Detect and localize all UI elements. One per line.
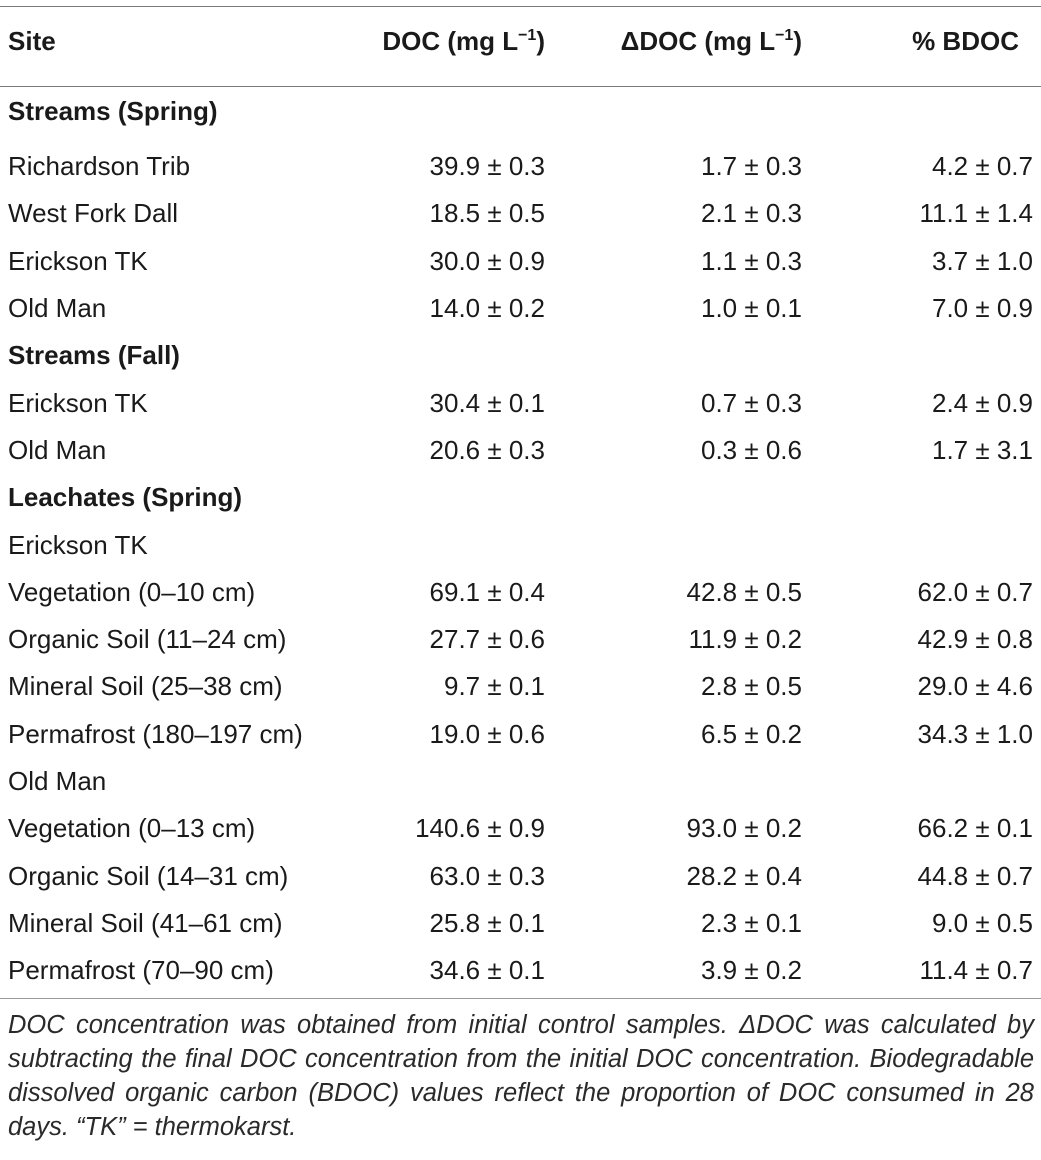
cell-doc: 14.0 ± 0.2 [429, 293, 545, 324]
cell-doc: 20.6 ± 0.3 [429, 434, 545, 465]
header-doc [360, 18, 545, 65]
cell-doc: 63.0 ± 0.3 [429, 860, 545, 891]
table-row [0, 711, 1041, 758]
subsection-row [0, 521, 1041, 568]
header-row [0, 18, 1041, 65]
cell-percent-bdoc [802, 758, 1041, 805]
cell-site: Vegetation (0–13 cm) [8, 813, 256, 844]
header-doc-close: ) [536, 26, 545, 56]
cell-site: Mineral Soil (41–61 cm) [8, 907, 283, 938]
cell-delta-doc [545, 521, 802, 568]
cell-doc [360, 65, 545, 143]
table-header [0, 18, 1041, 65]
header-delta-doc-close: ) [793, 26, 802, 56]
header-doc-text: DOC (mg L [382, 26, 519, 56]
cell-delta-doc [545, 474, 802, 521]
table-row [0, 569, 1041, 616]
cell-doc: 30.0 ± 0.9 [429, 245, 545, 276]
cell-delta-doc [545, 332, 802, 379]
cell-doc [360, 758, 545, 805]
header-site: Site [8, 26, 56, 56]
cell-percent-bdoc [802, 65, 1041, 143]
cell-delta-doc: 1.1 ± 0.3 [700, 245, 802, 276]
cell-percent-bdoc [802, 332, 1041, 379]
cell-delta-doc: 3.9 ± 0.2 [700, 955, 802, 986]
cell-percent-bdoc: 44.8 ± 0.7 [917, 860, 1033, 891]
cell-doc: 69.1 ± 0.4 [429, 576, 545, 607]
cell-site: Leachates (Spring) [8, 482, 243, 513]
table-row [0, 190, 1041, 237]
cell-site: Old Man [8, 434, 107, 465]
cell-doc: 30.4 ± 0.1 [429, 387, 545, 418]
table-row [0, 285, 1041, 332]
cell-site: Richardson Trib [8, 151, 191, 182]
cell-percent-bdoc: 7.0 ± 0.9 [931, 293, 1033, 324]
cell-percent-bdoc: 11.4 ± 0.7 [919, 955, 1033, 986]
cell-site: Vegetation (0–10 cm) [8, 576, 256, 607]
cell-doc: 140.6 ± 0.9 [415, 813, 545, 844]
cell-delta-doc: 2.8 ± 0.5 [700, 671, 802, 702]
cell-percent-bdoc: 66.2 ± 0.1 [917, 813, 1033, 844]
header-delta-doc-text: ΔDOC (mg L [620, 26, 776, 56]
cell-doc: 18.5 ± 0.5 [429, 198, 545, 229]
cell-site: Organic Soil (11–24 cm) [8, 624, 287, 655]
cell-doc: 25.8 ± 0.1 [429, 907, 545, 938]
cell-percent-bdoc: 62.0 ± 0.7 [917, 576, 1033, 607]
bdoc-table [0, 18, 1041, 994]
table-row [0, 663, 1041, 710]
table-row [0, 379, 1041, 426]
cell-site: Old Man [8, 293, 107, 324]
cell-doc: 19.0 ± 0.6 [429, 718, 545, 749]
cell-site: Erickson TK [8, 387, 148, 418]
cell-site: Streams (Spring) [8, 95, 218, 126]
cell-delta-doc: 6.5 ± 0.2 [700, 718, 802, 749]
cell-percent-bdoc [802, 521, 1041, 568]
table-row [0, 616, 1041, 663]
cell-percent-bdoc: 34.3 ± 1.0 [917, 718, 1033, 749]
table-body [0, 65, 1041, 994]
header-doc-sup: −1 [518, 27, 537, 44]
table-row [0, 852, 1041, 899]
bottom-rule [0, 998, 1041, 999]
cell-percent-bdoc: 2.4 ± 0.9 [931, 387, 1033, 418]
cell-doc: 27.7 ± 0.6 [429, 624, 545, 655]
cell-doc: 39.9 ± 0.3 [429, 151, 545, 182]
cell-site: Permafrost (70–90 cm) [8, 955, 274, 986]
cell-delta-doc: 2.1 ± 0.3 [700, 198, 802, 229]
cell-delta-doc: 93.0 ± 0.2 [686, 813, 802, 844]
table-row [0, 427, 1041, 474]
cell-site: Organic Soil (14–31 cm) [8, 860, 289, 891]
cell-delta-doc [545, 758, 802, 805]
cell-percent-bdoc [802, 474, 1041, 521]
cell-delta-doc: 0.3 ± 0.6 [700, 434, 802, 465]
cell-delta-doc [545, 65, 802, 143]
cell-delta-doc: 11.9 ± 0.2 [688, 624, 802, 655]
cell-percent-bdoc: 4.2 ± 0.7 [931, 151, 1033, 182]
header-delta-doc-sup: −1 [775, 27, 794, 44]
cell-site: Permafrost (180–197 cm) [8, 718, 303, 749]
cell-percent-bdoc: 29.0 ± 4.6 [917, 671, 1033, 702]
cell-percent-bdoc: 42.9 ± 0.8 [917, 624, 1033, 655]
top-rule [0, 6, 1041, 7]
cell-doc: 9.7 ± 0.1 [443, 671, 545, 702]
table-footnote: DOC concentration was obtained from initial control samples. ΔDOC was calculated by subtracting the final DOC concentration from the initial DOC concentration. Biodegradable dissolved organic carbon (BDOC) values reflect the proportion of DOC consumed in 28 days. “TK” = thermokarst. [8, 1011, 1034, 1141]
subsection-row [0, 758, 1041, 805]
table-row [0, 947, 1041, 994]
cell-doc [360, 474, 545, 521]
section-row [0, 474, 1041, 521]
cell-site: Erickson TK [8, 245, 148, 276]
cell-doc [360, 521, 545, 568]
cell-site: West Fork Dall [8, 198, 178, 229]
section-row [0, 65, 1041, 143]
cell-percent-bdoc: 1.7 ± 3.1 [931, 434, 1033, 465]
cell-delta-doc: 1.0 ± 0.1 [700, 293, 802, 324]
cell-percent-bdoc: 9.0 ± 0.5 [931, 907, 1033, 938]
cell-doc: 34.6 ± 0.1 [429, 955, 545, 986]
cell-percent-bdoc: 11.1 ± 1.4 [919, 198, 1033, 229]
cell-percent-bdoc: 3.7 ± 1.0 [931, 245, 1033, 276]
cell-site: Streams (Fall) [8, 340, 180, 371]
cell-delta-doc: 2.3 ± 0.1 [700, 907, 802, 938]
table-row [0, 900, 1041, 947]
header-percent-bdoc: % BDOC [912, 26, 1019, 56]
cell-delta-doc: 1.7 ± 0.3 [700, 151, 802, 182]
cell-site: Mineral Soil (25–38 cm) [8, 671, 283, 702]
cell-doc [360, 332, 545, 379]
header-delta-doc [545, 18, 802, 65]
cell-site: Erickson TK [8, 529, 148, 560]
table-row [0, 143, 1041, 190]
cell-delta-doc: 42.8 ± 0.5 [686, 576, 802, 607]
cell-site: Old Man [8, 766, 107, 796]
table-row [0, 238, 1041, 285]
section-row [0, 332, 1041, 379]
cell-delta-doc: 0.7 ± 0.3 [700, 387, 802, 418]
cell-delta-doc: 28.2 ± 0.4 [686, 860, 802, 891]
table-row [0, 805, 1041, 852]
